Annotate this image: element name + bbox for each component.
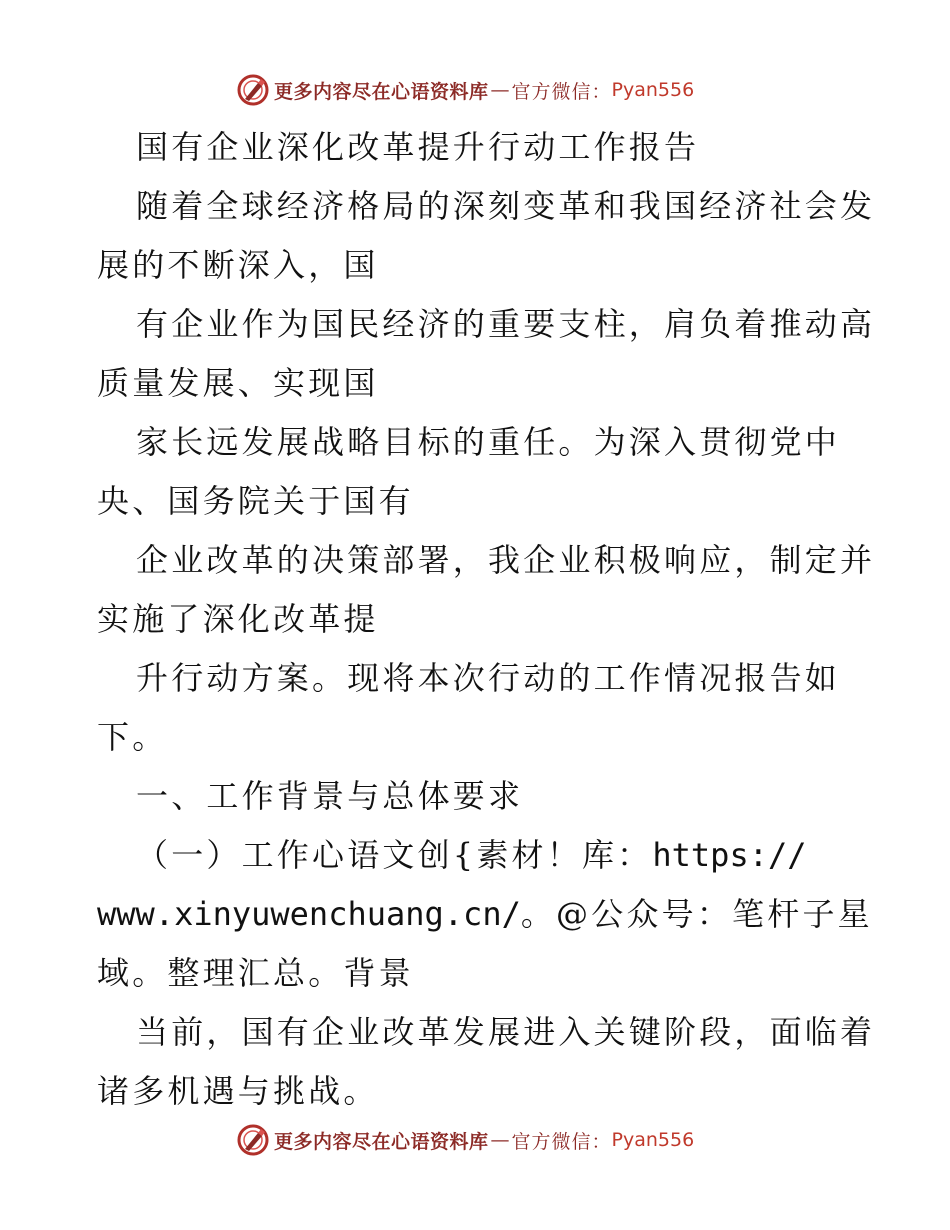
paragraph-line: 当前，国有企业改革发展进入关键阶段，面临着 bbox=[136, 1013, 876, 1051]
paragraph-line: 央、国务院关于国有 bbox=[97, 482, 414, 520]
paragraph-line: 家长远发展战略目标的重任。为深入贯彻党中 bbox=[136, 423, 841, 461]
source-suffix: 。@公众号：笔杆子星 bbox=[520, 895, 873, 933]
source-line bbox=[136, 835, 807, 875]
watermark-wechat-id: Pyan556 bbox=[611, 79, 695, 101]
watermark-label: 官方微信： bbox=[511, 80, 612, 103]
watermark-text: 更多内容尽在心语资料库 bbox=[274, 80, 489, 103]
source-url-domain: www.xinyuwenchuang.cn/ bbox=[97, 895, 521, 933]
watermark-label: 官方微信： bbox=[511, 1130, 612, 1153]
source-prefix: （一）工作心语文创{素材！库： bbox=[136, 836, 653, 874]
paragraph-line: 质量发展、实现国 bbox=[97, 364, 379, 402]
watermark-separator: — bbox=[490, 79, 510, 101]
paragraph-line: 企业改革的决策部署，我企业积极响应，制定并 bbox=[136, 541, 876, 579]
paragraph-line: 实施了深化改革提 bbox=[97, 600, 379, 638]
section-heading: 一、工作背景与总体要求 bbox=[136, 777, 524, 815]
watermark-text: 更多内容尽在心语资料库 bbox=[274, 1130, 489, 1153]
watermark-wechat-id: Pyan556 bbox=[611, 1129, 695, 1151]
source-url-part: https:// bbox=[652, 836, 807, 874]
document-title: 国有企业深化改革提升行动工作报告 bbox=[136, 128, 700, 166]
pen-logo-icon bbox=[236, 1123, 270, 1157]
paragraph-line: 有企业作为国民经济的重要支柱，肩负着推动高 bbox=[136, 305, 876, 343]
watermark-header bbox=[236, 72, 694, 108]
paragraph-line: 随着全球经济格局的深刻变革和我国经济社会发 bbox=[136, 187, 876, 225]
paragraph-line: 升行动方案。现将本次行动的工作情况报告如 bbox=[136, 659, 841, 697]
paragraph-line: 展的不断深入，国 bbox=[97, 246, 379, 284]
paragraph-line: 域。整理汇总。背景 bbox=[97, 954, 414, 992]
paragraph-line: 下。 bbox=[97, 718, 168, 756]
source-line bbox=[97, 894, 873, 934]
watermark-separator: — bbox=[490, 1129, 510, 1151]
paragraph-line: 诸多机遇与挑战。 bbox=[97, 1072, 379, 1110]
watermark-footer bbox=[236, 1122, 694, 1158]
pen-logo-icon bbox=[236, 73, 270, 107]
